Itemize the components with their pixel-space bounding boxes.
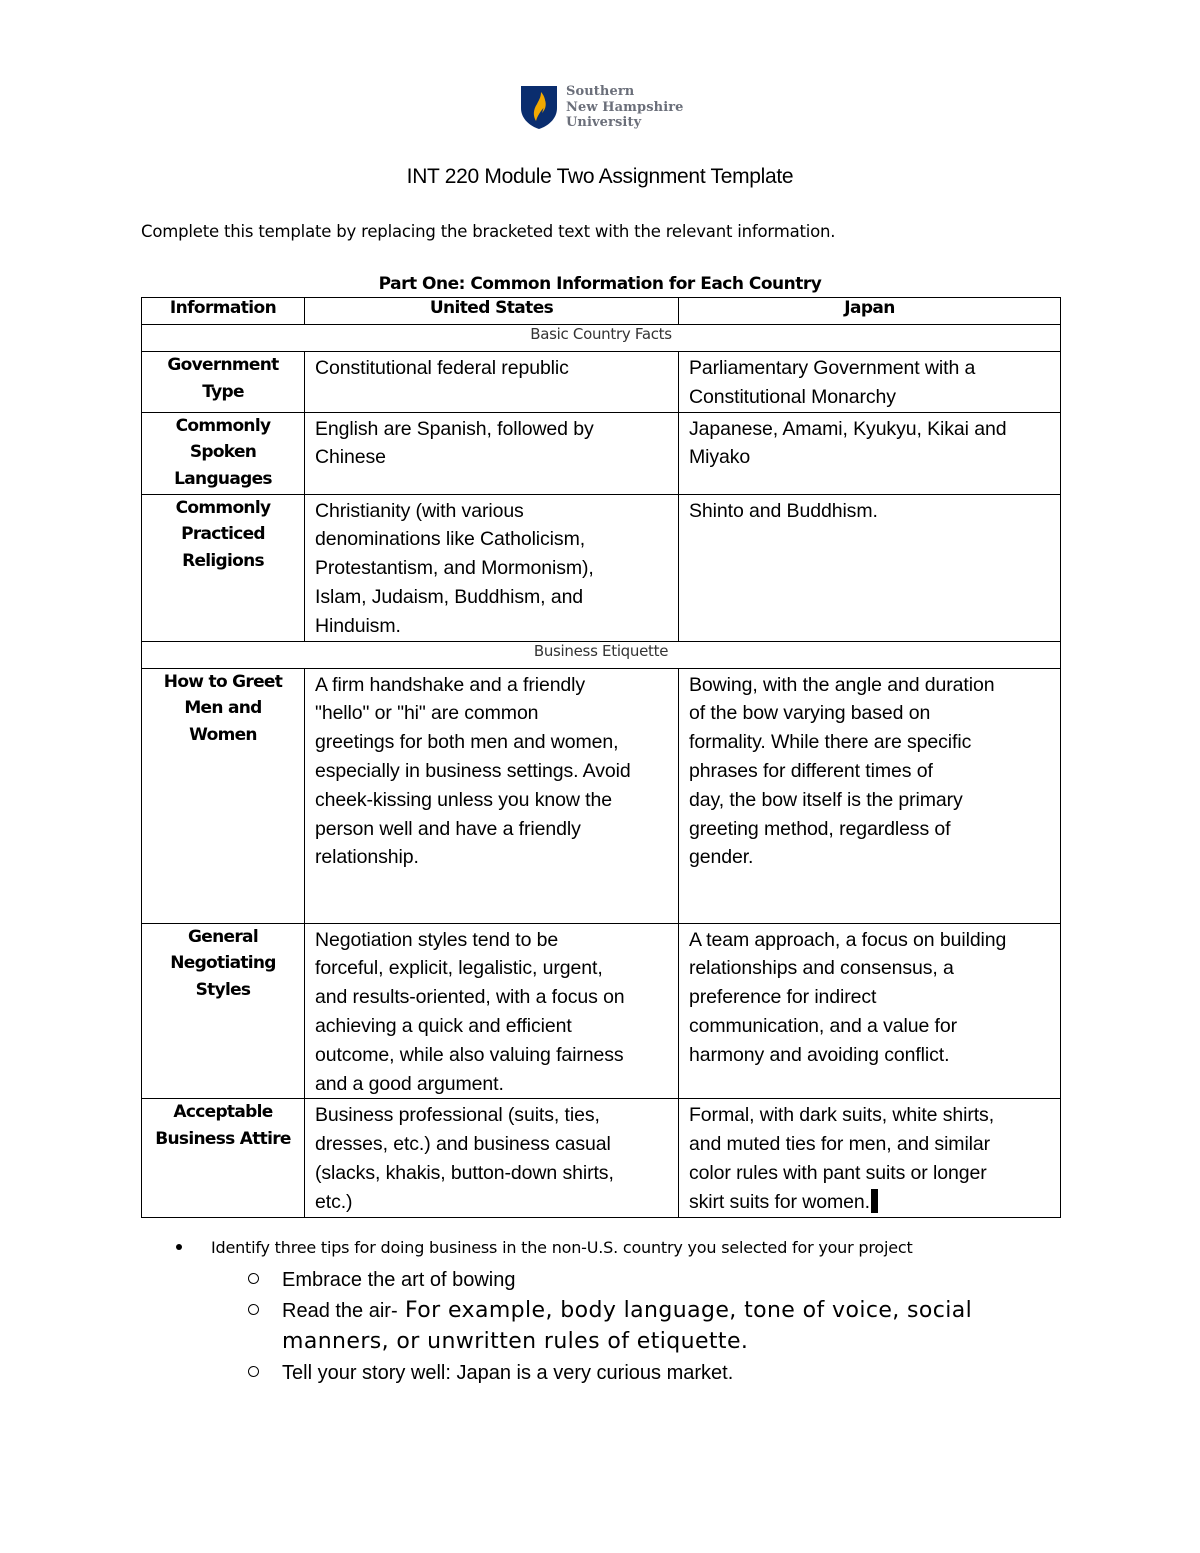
japan-languages-cell[interactable]	[679, 412, 1061, 494]
cell-line: A team approach, a focus on building	[689, 928, 1007, 951]
label-spoken-languages	[142, 412, 305, 494]
cell-line: "hello" or "hi" are common	[315, 702, 539, 725]
section-business-etiquette: Business Etiquette	[142, 641, 1061, 668]
japan-attire-cell[interactable]	[679, 1099, 1061, 1217]
document-title: INT 220 Module Two Assignment Template	[406, 165, 794, 188]
us-negotiating-cell[interactable]	[305, 923, 679, 1099]
cell-line: Hinduism.	[315, 614, 401, 637]
cell-line: Japanese, Amami, Kyukyu, Kikai and	[689, 417, 1007, 440]
cell-line: Islam, Judaism, Buddhism, and	[315, 585, 584, 608]
cell-line: and muted ties for men, and similar	[689, 1133, 991, 1156]
logo-line-1: Southern	[566, 84, 635, 99]
cell-line: Chinese	[315, 446, 386, 469]
table-row-greeting	[142, 668, 1061, 923]
cell-line: forceful, explicit, legalistic, urgent,	[315, 957, 603, 980]
cell-line: cheek-kissing unless you know the	[315, 788, 612, 811]
tip-text	[282, 1327, 748, 1357]
label-line: How to Greet	[163, 671, 283, 692]
cell-line: phrases for different times of	[689, 759, 933, 782]
tip-text: Embrace the art of bowing	[282, 1269, 516, 1291]
table-row-attire	[142, 1099, 1061, 1217]
label-line: Government	[167, 355, 279, 375]
table-row-government	[142, 352, 1061, 413]
cell-line: etc.)	[315, 1190, 353, 1213]
cell-line: and results-oriented, with a focus on	[315, 986, 625, 1009]
label-line: General	[188, 926, 258, 947]
cell-line: dresses, etc.) and business casual	[315, 1133, 611, 1156]
university-logo	[519, 84, 689, 134]
label-line: Commonly	[175, 415, 271, 436]
part-one-title: Part One: Common Information for Each Country	[378, 274, 822, 294]
tip-text: Tell your story well: Japan is a very curious market.	[282, 1362, 734, 1384]
label-line: Spoken	[189, 442, 257, 463]
header-japan: Japan	[679, 298, 1061, 325]
japan-government-cell[interactable]	[679, 352, 1061, 413]
label-line: Business Attire	[155, 1128, 291, 1149]
cell-line: achieving a quick and efficient	[315, 1014, 572, 1037]
cell-line: denominations like Catholicism,	[315, 528, 586, 551]
us-government-cell[interactable]	[305, 352, 679, 413]
cell-line: relationships and consensus, a	[689, 957, 954, 980]
cell-line	[689, 1188, 1054, 1217]
hollow-bullet-icon	[248, 1304, 259, 1315]
section-row-business	[142, 641, 1061, 668]
section-row-basic	[142, 325, 1061, 352]
cell-line: communication, and a value for	[689, 1014, 957, 1037]
instruction-text: Complete this template by replacing the bracketed text with the relevant information.	[141, 222, 836, 241]
label-line: Practiced	[181, 524, 265, 545]
tip-continuation: For example, body language, tone of voice, social	[397, 1298, 973, 1323]
cell-line: greetings for both men and women,	[315, 731, 619, 754]
cell-line: greeting method, regardless of	[689, 817, 951, 840]
cell-line: relationship.	[315, 846, 419, 869]
label-line: Styles	[195, 979, 251, 1000]
label-line: Men and	[184, 698, 262, 719]
cell-line: Business professional (suits, ties,	[315, 1104, 600, 1127]
label-government-type	[142, 352, 305, 413]
cell-line: gender.	[689, 846, 754, 869]
cell-line: formality. While there are specific	[689, 731, 972, 754]
label-how-to-greet	[142, 668, 305, 923]
section-basic-country-facts: Basic Country Facts	[142, 325, 1061, 352]
cell-line: color rules with pant suits or longer	[689, 1161, 987, 1184]
cell-line: Constitutional Monarchy	[689, 385, 896, 408]
cell-line: of the bow varying based on	[689, 702, 931, 725]
bullet-text: Identify three tips for doing business in the non-U.S. country you selected for your project	[211, 1238, 913, 1257]
shield-logo-icon	[519, 84, 559, 130]
cell-line: (slacks, khakis, button-down shirts,	[315, 1161, 614, 1184]
logo-wordmark	[566, 84, 684, 131]
label-line: Negotiating	[170, 953, 276, 974]
us-attire-cell[interactable]	[305, 1099, 679, 1217]
cell-line: and a good argument.	[315, 1072, 504, 1095]
cell-line: Christianity (with various	[315, 499, 524, 522]
cell-line: Miyako	[689, 446, 751, 469]
table-row-religions	[142, 494, 1061, 641]
cell-line: Shinto and Buddhism.	[689, 499, 878, 522]
us-languages-cell[interactable]	[305, 412, 679, 494]
us-religions-cell[interactable]	[305, 494, 679, 641]
hollow-bullet-icon	[248, 1273, 259, 1284]
label-line: Women	[189, 724, 257, 745]
header-information: Information	[142, 298, 305, 325]
cell-line: Bowing, with the angle and duration	[689, 673, 995, 696]
label-line: Religions	[182, 550, 264, 571]
cell-line: A firm handshake and a friendly	[315, 673, 586, 696]
cell-line: person well and have a friendly	[315, 817, 581, 840]
tip-continuation: manners, or unwritten rules of etiquette.	[282, 1329, 749, 1354]
label-line: Type	[202, 381, 244, 402]
table-row-languages	[142, 412, 1061, 494]
header-united-states: United States	[305, 298, 679, 325]
country-info-table	[141, 297, 1061, 1218]
tip-prefix: Read the air-	[282, 1300, 398, 1322]
cell-line: preference for indirect	[689, 986, 877, 1009]
table-row-negotiating	[142, 923, 1061, 1099]
text-cursor	[871, 1189, 878, 1213]
cell-line: outcome, while also valuing fairness	[315, 1043, 624, 1066]
label-line: Commonly	[175, 497, 271, 518]
cell-line: English are Spanish, followed by	[315, 417, 594, 440]
bullet-dot-icon	[176, 1244, 182, 1250]
table-header-row	[142, 298, 1061, 325]
cell-line: Constitutional federal republic	[315, 357, 569, 379]
japan-greeting-cell[interactable]	[679, 668, 1061, 923]
label-line: Acceptable	[173, 1102, 273, 1123]
cell-line-text: skirt suits for women.	[689, 1190, 870, 1213]
japan-religions-cell[interactable]	[679, 494, 1061, 641]
cell-line: harmony and avoiding conflict.	[689, 1043, 950, 1066]
cell-line: Protestantism, and Mormonism),	[315, 557, 594, 580]
label-line: Languages	[174, 468, 272, 489]
logo-line-2: New Hampshire	[566, 99, 684, 115]
label-practiced-religions	[142, 494, 305, 641]
hollow-bullet-icon	[248, 1366, 259, 1377]
cell-line: especially in business settings. Avoid	[315, 759, 631, 782]
cell-line: Parliamentary Government with a	[689, 357, 976, 379]
label-business-attire	[142, 1099, 305, 1217]
logo-line-3: University	[566, 115, 642, 130]
japan-negotiating-cell[interactable]	[679, 923, 1061, 1099]
cell-line: Formal, with dark suits, white shirts,	[689, 1104, 995, 1127]
label-negotiating-styles	[142, 923, 305, 1099]
us-greeting-cell[interactable]	[305, 668, 679, 923]
cell-line: Negotiation styles tend to be	[315, 928, 559, 951]
tip-text	[282, 1296, 972, 1326]
cell-line: day, the bow itself is the primary	[689, 788, 963, 811]
